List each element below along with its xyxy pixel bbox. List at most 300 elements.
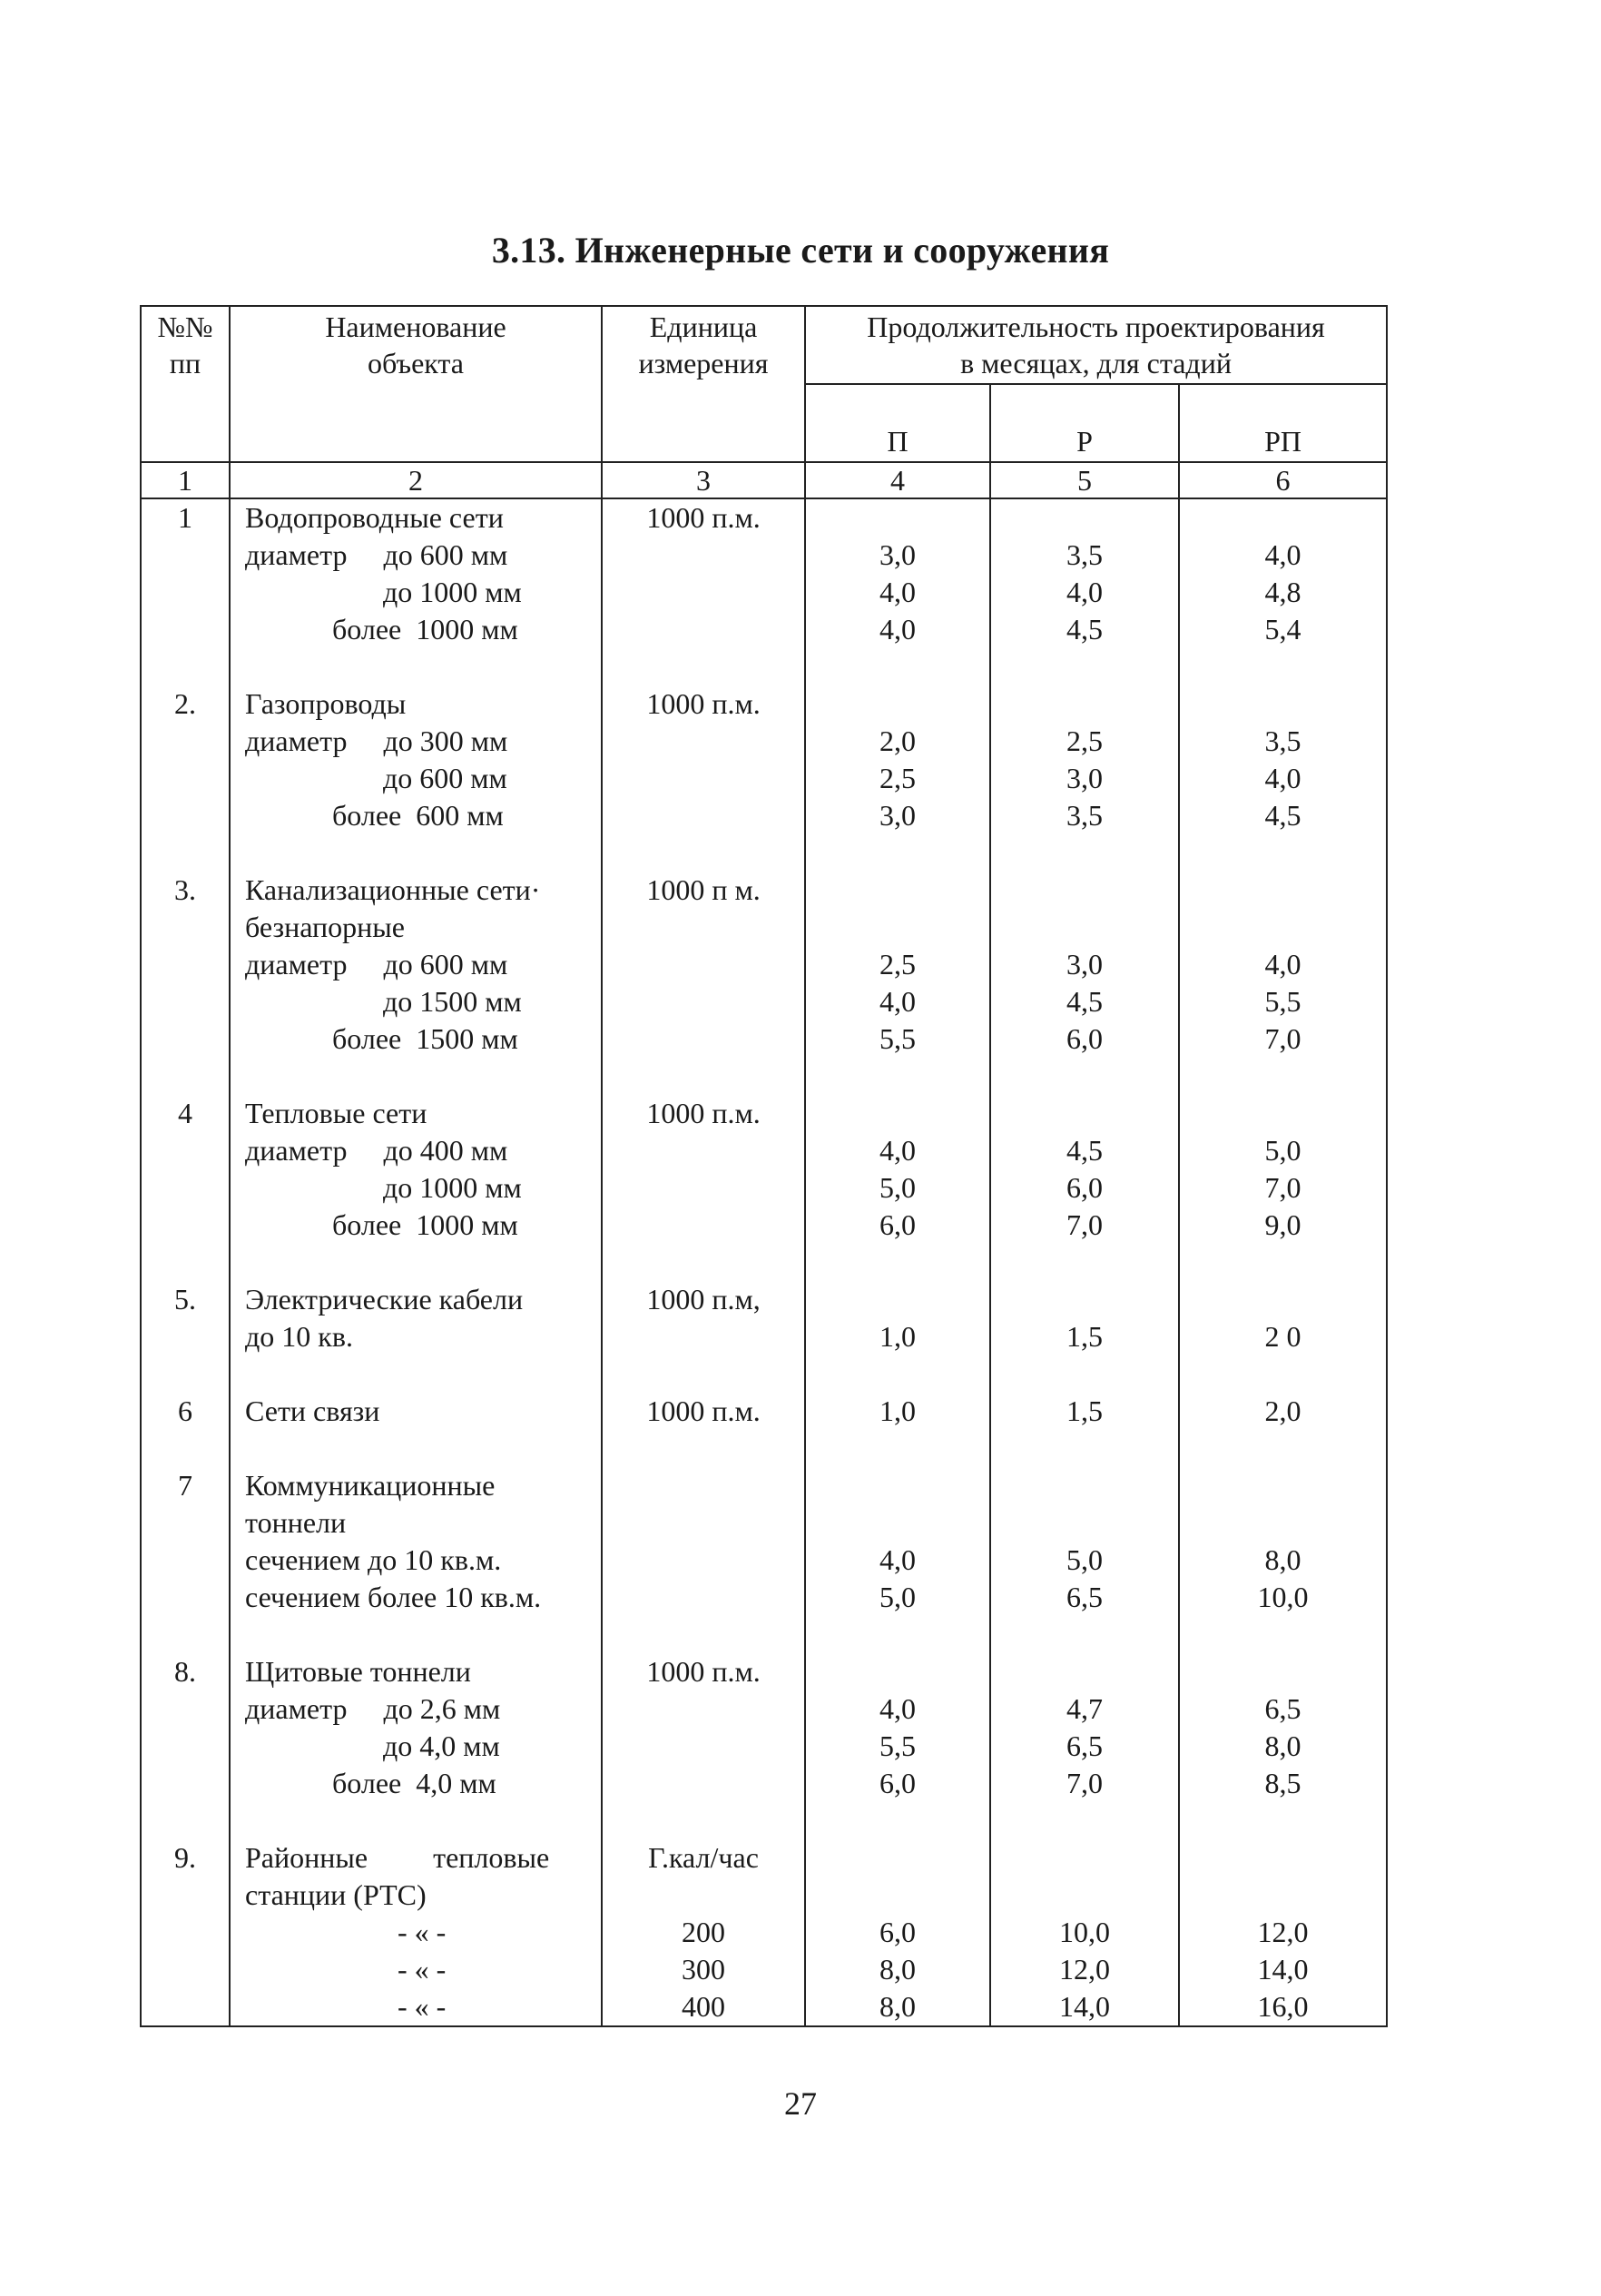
table-row [141,1393,1387,1430]
duration-rp-cell [1179,872,1387,909]
row-number-cell: 5. [141,1281,230,1318]
duration-r-cell: 6,0 [990,1169,1179,1207]
row-number-cell [141,760,230,797]
unit-cell [602,723,805,760]
duration-r-cell: 1,5 [990,1318,1179,1355]
duration-rp-cell: 2,0 [1179,1393,1387,1430]
object-name-cell: тоннели [230,1504,602,1542]
unit-cell: 1000 п.м, [602,1281,805,1318]
unit-cell [602,1244,805,1281]
duration-rp-cell [1179,1504,1387,1542]
unit-cell [602,1020,805,1058]
header-unit-line2: измерения [638,347,769,379]
header-name-line2: объекта [368,347,464,379]
object-name-cell [230,834,602,872]
object-name-cell: более 1000 мм [230,611,602,648]
unit-cell: 1000 п.м. [602,1393,805,1430]
duration-r-cell: 3,0 [990,760,1179,797]
row-number-cell [141,1988,230,2026]
duration-r-cell [990,685,1179,723]
table-row [141,1802,1387,1839]
duration-r-cell: 4,0 [990,574,1179,611]
unit-cell: 300 [602,1951,805,1988]
duration-r-cell [990,1616,1179,1653]
duration-r-cell: 7,0 [990,1765,1179,1802]
unit-cell [602,1616,805,1653]
object-name-cell: Тепловые сети [230,1095,602,1132]
object-name-cell: станции (РТС) [230,1877,602,1914]
unit-cell [602,1207,805,1244]
object-name-cell: Канализационные сети· [230,872,602,909]
table-row [141,1504,1387,1542]
unit-cell [602,1169,805,1207]
object-name-cell: диаметр до 2,6 мм [230,1690,602,1728]
unit-cell [602,611,805,648]
object-name-cell: Коммуникационные [230,1467,602,1504]
duration-p-cell [805,872,990,909]
duration-rp-cell [1179,648,1387,685]
duration-r-cell [990,1430,1179,1467]
duration-p-cell: 1,0 [805,1318,990,1355]
header-unit [602,306,805,462]
duration-r-cell: 4,5 [990,1132,1179,1169]
duration-r-cell [990,909,1179,946]
duration-r-cell [990,1877,1179,1914]
duration-r-cell [990,834,1179,872]
duration-r-cell: 6,5 [990,1728,1179,1765]
unit-cell [602,648,805,685]
duration-rp-cell [1179,1653,1387,1690]
object-name-cell: диаметр до 600 мм [230,946,602,983]
duration-r-cell [990,1467,1179,1504]
row-number-cell [141,983,230,1020]
table-row [141,760,1387,797]
duration-rp-cell [1179,1058,1387,1095]
duration-rp-cell [1179,1839,1387,1877]
duration-rp-cell: 4,8 [1179,574,1387,611]
duration-r-cell: 4,5 [990,611,1179,648]
unit-cell [602,1504,805,1542]
table-row [141,537,1387,574]
row-number-cell [141,1504,230,1542]
duration-p-cell [805,498,990,537]
row-number-cell [141,1020,230,1058]
row-number-cell [141,1430,230,1467]
duration-p-cell: 3,0 [805,537,990,574]
duration-rp-cell [1179,1281,1387,1318]
unit-cell [602,760,805,797]
unit-cell [602,1542,805,1579]
unit-cell [602,1058,805,1095]
row-number-cell [141,1355,230,1393]
object-name-cell: до 4,0 мм [230,1728,602,1765]
object-name-cell: - « - [230,1988,602,2026]
unit-cell [602,1802,805,1839]
unit-cell: 1000 п.м. [602,685,805,723]
duration-r-cell: 14,0 [990,1988,1179,2026]
duration-p-cell: 4,0 [805,983,990,1020]
header-duration-line1: Продолжительность проектирования [867,310,1325,343]
duration-p-cell [805,1355,990,1393]
object-name-cell: Газопроводы [230,685,602,723]
row-number-cell [141,1877,230,1914]
unit-cell [602,834,805,872]
table-row [141,1988,1387,2026]
row-number-cell: 7 [141,1467,230,1504]
table-row [141,1914,1387,1951]
row-number-cell [141,946,230,983]
object-name-cell: сечением более 10 кв.м. [230,1579,602,1616]
duration-r-cell: 12,0 [990,1951,1179,1988]
row-number-cell: 1 [141,498,230,537]
duration-r-cell [990,1504,1179,1542]
duration-rp-cell: 8,0 [1179,1542,1387,1579]
header-duration [805,306,1387,384]
unit-cell [602,1318,805,1355]
duration-r-cell [990,1058,1179,1095]
table-row [141,1616,1387,1653]
row-number-cell: 8. [141,1653,230,1690]
column-number: 2 [230,462,602,498]
duration-rp-cell [1179,834,1387,872]
unit-cell [602,1579,805,1616]
object-name-cell: Сети связи [230,1393,602,1430]
table-row [141,1244,1387,1281]
unit-cell [602,537,805,574]
row-number-cell [141,1207,230,1244]
duration-p-cell [805,1877,990,1914]
duration-p-cell: 5,5 [805,1728,990,1765]
unit-cell [602,1728,805,1765]
duration-p-cell: 4,0 [805,574,990,611]
table-row [141,797,1387,834]
object-name-cell [230,1430,602,1467]
duration-rp-cell: 8,5 [1179,1765,1387,1802]
duration-p-cell: 5,5 [805,1020,990,1058]
table-row [141,1579,1387,1616]
row-number-cell [141,797,230,834]
row-number-cell [141,1132,230,1169]
duration-p-cell: 5,0 [805,1579,990,1616]
table-row [141,1690,1387,1728]
object-name-cell [230,1355,602,1393]
row-number-cell [141,723,230,760]
duration-p-cell: 6,0 [805,1207,990,1244]
row-number-cell [141,1616,230,1653]
object-name-cell: более 600 мм [230,797,602,834]
duration-p-cell [805,834,990,872]
column-number: 5 [990,462,1179,498]
unit-cell [602,1132,805,1169]
table-row [141,1542,1387,1579]
duration-p-cell: 4,0 [805,1542,990,1579]
header-stage-rp: РП [1179,384,1387,462]
row-number-cell [141,909,230,946]
object-name-cell: безнапорные [230,909,602,946]
row-number-cell [141,1579,230,1616]
column-number: 1 [141,462,230,498]
duration-r-cell [990,872,1179,909]
duration-p-cell: 6,0 [805,1914,990,1951]
table-row [141,574,1387,611]
page-title: 3.13. Инженерные сети и сооружения [491,230,1110,271]
duration-p-cell: 4,0 [805,1132,990,1169]
duration-rp-cell: 6,5 [1179,1690,1387,1728]
table-row [141,1951,1387,1988]
object-name-cell: более 1000 мм [230,1207,602,1244]
page-number: 27 [784,2085,817,2122]
row-number-cell: 2. [141,685,230,723]
table-row [141,983,1387,1020]
table-row [141,1877,1387,1914]
row-number-cell: 9. [141,1839,230,1877]
object-name-cell: диаметр до 300 мм [230,723,602,760]
table-row [141,909,1387,946]
table-row [141,498,1387,537]
duration-rp-cell: 2 0 [1179,1318,1387,1355]
duration-rp-cell: 7,0 [1179,1020,1387,1058]
engineering-networks-table [140,305,1388,2027]
object-name-cell: более 4,0 мм [230,1765,602,1802]
row-number-cell: 6 [141,1393,230,1430]
object-name-cell: до 10 кв. [230,1318,602,1355]
header-name [230,306,602,462]
duration-r-cell [990,1802,1179,1839]
row-number-cell: 3. [141,872,230,909]
duration-rp-cell [1179,1467,1387,1504]
duration-p-cell [805,1839,990,1877]
duration-rp-cell [1179,1877,1387,1914]
unit-cell [602,946,805,983]
duration-rp-cell: 14,0 [1179,1951,1387,1988]
duration-r-cell [990,1095,1179,1132]
duration-r-cell: 2,5 [990,723,1179,760]
row-number-cell [141,537,230,574]
duration-rp-cell [1179,685,1387,723]
object-name-cell: до 1000 мм [230,1169,602,1207]
duration-rp-cell: 12,0 [1179,1914,1387,1951]
duration-r-cell: 1,5 [990,1393,1179,1430]
table-row [141,1355,1387,1393]
duration-p-cell: 4,0 [805,1690,990,1728]
duration-rp-cell [1179,1802,1387,1839]
duration-r-cell: 3,5 [990,797,1179,834]
duration-p-cell [805,1653,990,1690]
table-row [141,1169,1387,1207]
object-name-cell [230,1616,602,1653]
duration-p-cell [805,1430,990,1467]
duration-r-cell: 10,0 [990,1914,1179,1951]
object-name-cell: сечением до 10 кв.м. [230,1542,602,1579]
unit-cell [602,1765,805,1802]
duration-rp-cell [1179,1430,1387,1467]
object-name-cell: более 1500 мм [230,1020,602,1058]
unit-cell [602,1690,805,1728]
duration-p-cell [805,1281,990,1318]
duration-rp-cell [1179,498,1387,537]
duration-r-cell: 3,0 [990,946,1179,983]
row-number-cell [141,1542,230,1579]
duration-r-cell [990,1281,1179,1318]
table-row [141,1467,1387,1504]
object-name-cell: - « - [230,1951,602,1988]
header-number-line2: пп [169,347,201,379]
unit-cell: 1000 п.м. [602,1653,805,1690]
duration-p-cell: 8,0 [805,1951,990,1988]
duration-rp-cell: 4,0 [1179,760,1387,797]
unit-cell: 1000 п.м. [602,498,805,537]
table-row [141,1728,1387,1765]
unit-cell [602,909,805,946]
row-number-cell [141,1244,230,1281]
duration-rp-cell: 10,0 [1179,1579,1387,1616]
duration-p-cell: 6,0 [805,1765,990,1802]
object-name-cell: Водопроводные сети [230,498,602,537]
duration-p-cell: 5,0 [805,1169,990,1207]
unit-cell: 1000 п м. [602,872,805,909]
duration-p-cell [805,1244,990,1281]
duration-rp-cell: 5,0 [1179,1132,1387,1169]
header-stage-p: П [805,384,990,462]
duration-rp-cell [1179,1095,1387,1132]
table-row [141,946,1387,983]
unit-cell [602,1877,805,1914]
table-row [141,723,1387,760]
unit-cell [602,983,805,1020]
duration-r-cell: 6,5 [990,1579,1179,1616]
unit-cell: Г.кал/час [602,1839,805,1877]
duration-r-cell [990,648,1179,685]
table-row [141,1095,1387,1132]
duration-rp-cell [1179,1244,1387,1281]
column-number-row [141,462,1387,498]
object-name-cell [230,1244,602,1281]
header-unit-line1: Единица [649,310,758,343]
object-name-cell [230,648,602,685]
unit-cell [602,1355,805,1393]
duration-r-cell [990,498,1179,537]
row-number-cell [141,611,230,648]
table-row [141,1281,1387,1318]
duration-r-cell [990,1653,1179,1690]
column-number: 4 [805,462,990,498]
row-number-cell [141,834,230,872]
duration-p-cell [805,1467,990,1504]
duration-p-cell: 1,0 [805,1393,990,1430]
row-number-cell [141,1690,230,1728]
header-number [141,306,230,462]
duration-p-cell [805,1802,990,1839]
table-row [141,1839,1387,1877]
row-number-cell [141,1058,230,1095]
table-row [141,1653,1387,1690]
header-duration-line2: в месяцах, для стадий [960,347,1232,379]
row-number-cell [141,1802,230,1839]
duration-p-cell [805,648,990,685]
unit-cell: 1000 п.м. [602,1095,805,1132]
duration-p-cell [805,909,990,946]
table-row [141,834,1387,872]
table-row [141,1020,1387,1058]
duration-rp-cell [1179,1616,1387,1653]
duration-r-cell [990,1355,1179,1393]
table-row [141,1318,1387,1355]
object-name-cell: до 600 мм [230,760,602,797]
object-name-cell: Щитовые тоннели [230,1653,602,1690]
duration-r-cell: 6,0 [990,1020,1179,1058]
duration-rp-cell: 4,5 [1179,797,1387,834]
unit-cell [602,797,805,834]
object-name-cell: диаметр до 400 мм [230,1132,602,1169]
duration-rp-cell: 4,0 [1179,946,1387,983]
duration-p-cell: 2,0 [805,723,990,760]
object-name-cell [230,1802,602,1839]
column-number: 6 [1179,462,1387,498]
table-row [141,648,1387,685]
duration-p-cell [805,1616,990,1653]
object-name-cell: Электрические кабели [230,1281,602,1318]
duration-r-cell [990,1244,1179,1281]
table-row [141,872,1387,909]
row-number-cell [141,1728,230,1765]
object-name-cell: - « - [230,1914,602,1951]
table-row [141,685,1387,723]
header-stage-r: Р [990,384,1179,462]
duration-rp-cell: 4,0 [1179,537,1387,574]
duration-r-cell: 7,0 [990,1207,1179,1244]
object-name-cell: Районные тепловые [230,1839,602,1877]
object-name-cell: до 1500 мм [230,983,602,1020]
duration-rp-cell: 3,5 [1179,723,1387,760]
duration-p-cell [805,1095,990,1132]
table-row [141,1765,1387,1802]
duration-rp-cell: 9,0 [1179,1207,1387,1244]
duration-p-cell: 2,5 [805,946,990,983]
duration-p-cell [805,1058,990,1095]
table-row [141,611,1387,648]
row-number-cell: 4 [141,1095,230,1132]
duration-r-cell: 3,5 [990,537,1179,574]
duration-rp-cell [1179,909,1387,946]
header-name-line1: Наименование [325,310,506,343]
duration-rp-cell: 5,5 [1179,983,1387,1020]
table-row [141,1207,1387,1244]
duration-r-cell [990,1839,1179,1877]
duration-r-cell: 4,7 [990,1690,1179,1728]
table-row [141,1430,1387,1467]
unit-cell: 200 [602,1914,805,1951]
row-number-cell [141,648,230,685]
table-row [141,1132,1387,1169]
duration-p-cell: 4,0 [805,611,990,648]
row-number-cell [141,1318,230,1355]
duration-rp-cell: 5,4 [1179,611,1387,648]
row-number-cell [141,574,230,611]
duration-rp-cell: 16,0 [1179,1988,1387,2026]
row-number-cell [141,1169,230,1207]
unit-cell [602,1430,805,1467]
table-row [141,1058,1387,1095]
duration-p-cell [805,685,990,723]
object-name-cell: до 1000 мм [230,574,602,611]
row-number-cell [141,1951,230,1988]
row-number-cell [141,1765,230,1802]
unit-cell [602,574,805,611]
unit-cell: 400 [602,1988,805,2026]
duration-p-cell [805,1504,990,1542]
duration-rp-cell [1179,1355,1387,1393]
duration-r-cell: 5,0 [990,1542,1179,1579]
